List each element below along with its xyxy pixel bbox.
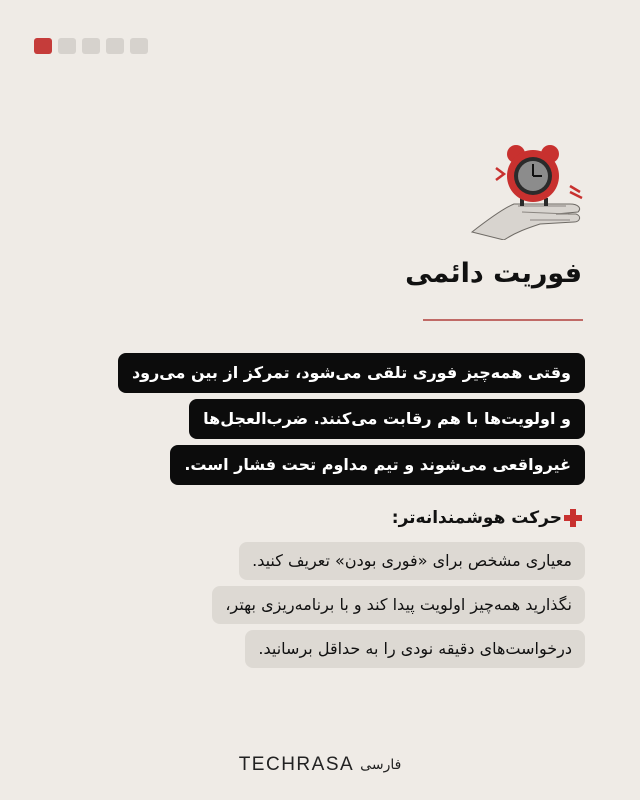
- intro-line: و اولویت‌ها با هم رقابت می‌کنند. ضرب‌العجل‌ها: [189, 399, 585, 439]
- page-dot: [106, 38, 124, 54]
- page-title: فوریت دائمی: [405, 258, 582, 289]
- brand-logo: [0, 754, 640, 776]
- brand-name-persian: فارسی: [360, 757, 402, 773]
- title-divider: [423, 319, 583, 321]
- smart-move-line: نگذارید همه‌چیز اولویت پیدا کند و با برنامه‌ریزی بهتر،: [212, 586, 585, 624]
- smart-move-text-block: [25, 542, 585, 674]
- page-dot: [82, 38, 100, 54]
- intro-line: غیرواقعی می‌شوند و تیم مداوم تحت فشار است.: [170, 445, 585, 485]
- intro-line: وقتی همه‌چیز فوری تلقی می‌شود، تمرکز از بین می‌رود: [118, 353, 585, 393]
- page-dot: [58, 38, 76, 54]
- smart-move-heading-text: حرکت هوشمندانه‌تر:: [391, 508, 562, 528]
- intro-text-block: [25, 353, 585, 491]
- page-dot-active: [34, 38, 52, 54]
- page-dot: [130, 38, 148, 54]
- smart-move-heading: [392, 508, 582, 528]
- smart-move-line: درخواست‌های دقیقه نودی را به حداقل برسانید.: [245, 630, 585, 668]
- hand-holding-alarm-clock-icon: [470, 140, 590, 240]
- plus-icon: [564, 509, 582, 527]
- brand-name-latin: TECHRASA: [238, 754, 355, 775]
- pagination-dots: [34, 38, 148, 54]
- smart-move-line: معیاری مشخص برای «فوری بودن» تعریف کنید.: [239, 542, 585, 580]
